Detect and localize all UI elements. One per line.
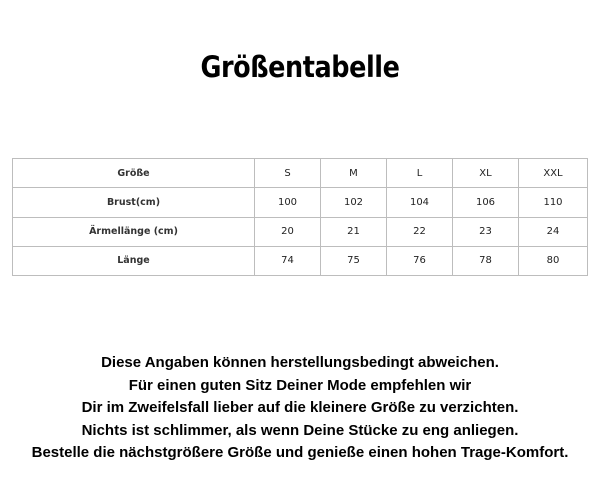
value-cell: 75 [321,246,387,275]
table-row-size [13,159,588,188]
size-cell: M [321,159,387,188]
size-cell: L [387,159,453,188]
note-line: Diese Angaben können herstellungsbedingt abweichen. [101,354,499,371]
value-cell: 100 [255,188,321,217]
row-label: Größe [13,159,255,188]
value-cell: 110 [519,188,588,217]
table-row-length [13,246,588,275]
value-cell: 102 [321,188,387,217]
note-line: Für einen guten Sitz Deiner Mode empfehlen wir [128,376,472,394]
size-cell: S [255,159,321,188]
size-notes [0,352,600,465]
value-cell: 78 [453,246,519,275]
value-cell: 21 [321,217,387,246]
value-cell: 104 [387,188,453,217]
table-row-sleeve [13,217,588,246]
value-cell: 106 [453,188,519,217]
size-table [12,158,588,276]
row-label: Brust(cm) [13,188,255,217]
page-title: Größentabelle [200,50,400,84]
value-cell: 74 [255,246,321,275]
note-line: Bestelle die nächstgrößere Größe und genieße einen hohen Trage-Komfort. [31,444,569,461]
size-cell: XXL [519,159,588,188]
value-cell: 24 [519,217,588,246]
row-label: Länge [13,246,255,275]
value-cell: 76 [387,246,453,275]
size-cell: XL [453,159,519,188]
table-row-chest [13,188,588,217]
note-line: Nichts ist schlimmer, als wenn Deine Stücke zu eng anliegen. [81,421,519,439]
value-cell: 80 [519,246,588,275]
value-cell: 23 [453,217,519,246]
row-label: Ärmellänge (cm) [13,217,255,246]
value-cell: 20 [255,217,321,246]
note-line: Dir im Zweifelsfall lieber auf die kleinere Größe zu verzichten. [81,399,519,416]
value-cell: 22 [387,217,453,246]
